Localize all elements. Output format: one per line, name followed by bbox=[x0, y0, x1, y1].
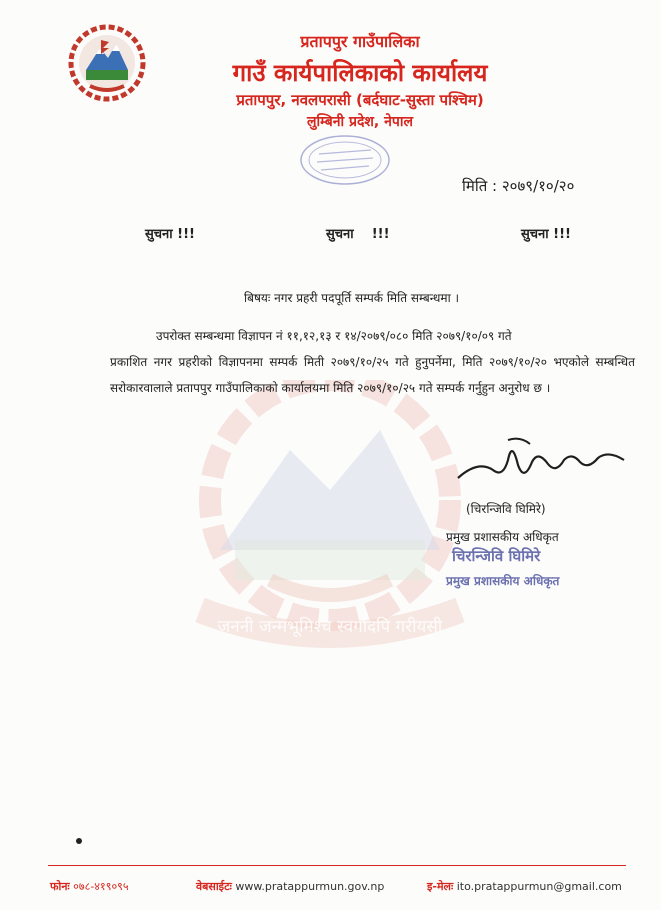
email-link[interactable]: ito.pratappurmun@gmail.com bbox=[456, 880, 622, 893]
letter-body bbox=[110, 323, 635, 401]
website-label: वेबसाईटः bbox=[196, 880, 232, 893]
letter-subject: बिषयः नगर प्रहरी पदपूर्ति सम्पर्क मिति सम्बन्धमा । bbox=[244, 291, 460, 305]
seal-name: चिरन्जिवि घिमिरे bbox=[452, 547, 541, 565]
notice-heading-center: सुचना !!! bbox=[326, 227, 390, 242]
office-stamp-icon bbox=[297, 132, 393, 188]
emblem-watermark-icon bbox=[140, 380, 520, 650]
phone-value: ०७८-४१९०९५ bbox=[73, 880, 129, 893]
signatory-name: (चिरन्जिवि घिमिरे) bbox=[466, 502, 546, 516]
footer-phone bbox=[50, 879, 129, 894]
office-address: प्रतापपुर, नवलपरासी (बर्दघाट-सुस्ता पश्चिम) bbox=[236, 91, 484, 109]
footer-email bbox=[427, 879, 622, 894]
footer-website bbox=[196, 879, 384, 894]
handwritten-signature-icon bbox=[448, 430, 638, 490]
seal-title: प्रमुख प्रशासकीय अधिकृत bbox=[446, 574, 560, 588]
notice-heading-right: सुचना !!! bbox=[521, 227, 571, 242]
body-first-line: उपरोक्त सम्बन्धमा विज्ञापन नं ११,१२,१३ र १४/२०७९/०८० मिति २०७९/१०/०९ गते bbox=[156, 329, 512, 343]
office-name: प्रतापपुर गाउँपालिका bbox=[300, 32, 420, 51]
phone-label: फोनः bbox=[50, 880, 70, 893]
notice-heading-left: सुचना !!! bbox=[145, 227, 195, 242]
watermark-motto: जननी जन्मभूमिश्च स्वर्गादपि गरीयसी bbox=[217, 617, 443, 637]
footer-divider bbox=[48, 865, 626, 866]
nepal-emblem-icon bbox=[68, 24, 146, 102]
letter-date: मिति : २०७९/१०/२० bbox=[462, 177, 575, 195]
ink-dot bbox=[76, 838, 82, 844]
signatory-title: प्रमुख प्रशासकीय अधिकृत bbox=[446, 530, 559, 544]
office-title: गाउँ कार्यपालिकाको कार्यालय bbox=[232, 59, 488, 87]
body-rest: प्रकाशित नगर प्रहरीको विज्ञापनमा सम्पर्क मिती २०७९/१०/२५ गते हुनुपर्नेमा, मिति २०७९/१०/२० भएकोले सम्बन्धित सरोकारवालाले प्रतापपुर गाउँपालिकाको कार्यालयमा मिति २०७९/१०/२५ गते सम्पर्क गर्नुहुन अनुरोध छ । bbox=[110, 355, 635, 395]
website-link[interactable]: www.pratappurmun.gov.np bbox=[235, 880, 385, 893]
email-label: इ-मेलः bbox=[427, 880, 454, 893]
office-province: लुम्बिनी प्रदेश, नेपाल bbox=[307, 114, 413, 130]
